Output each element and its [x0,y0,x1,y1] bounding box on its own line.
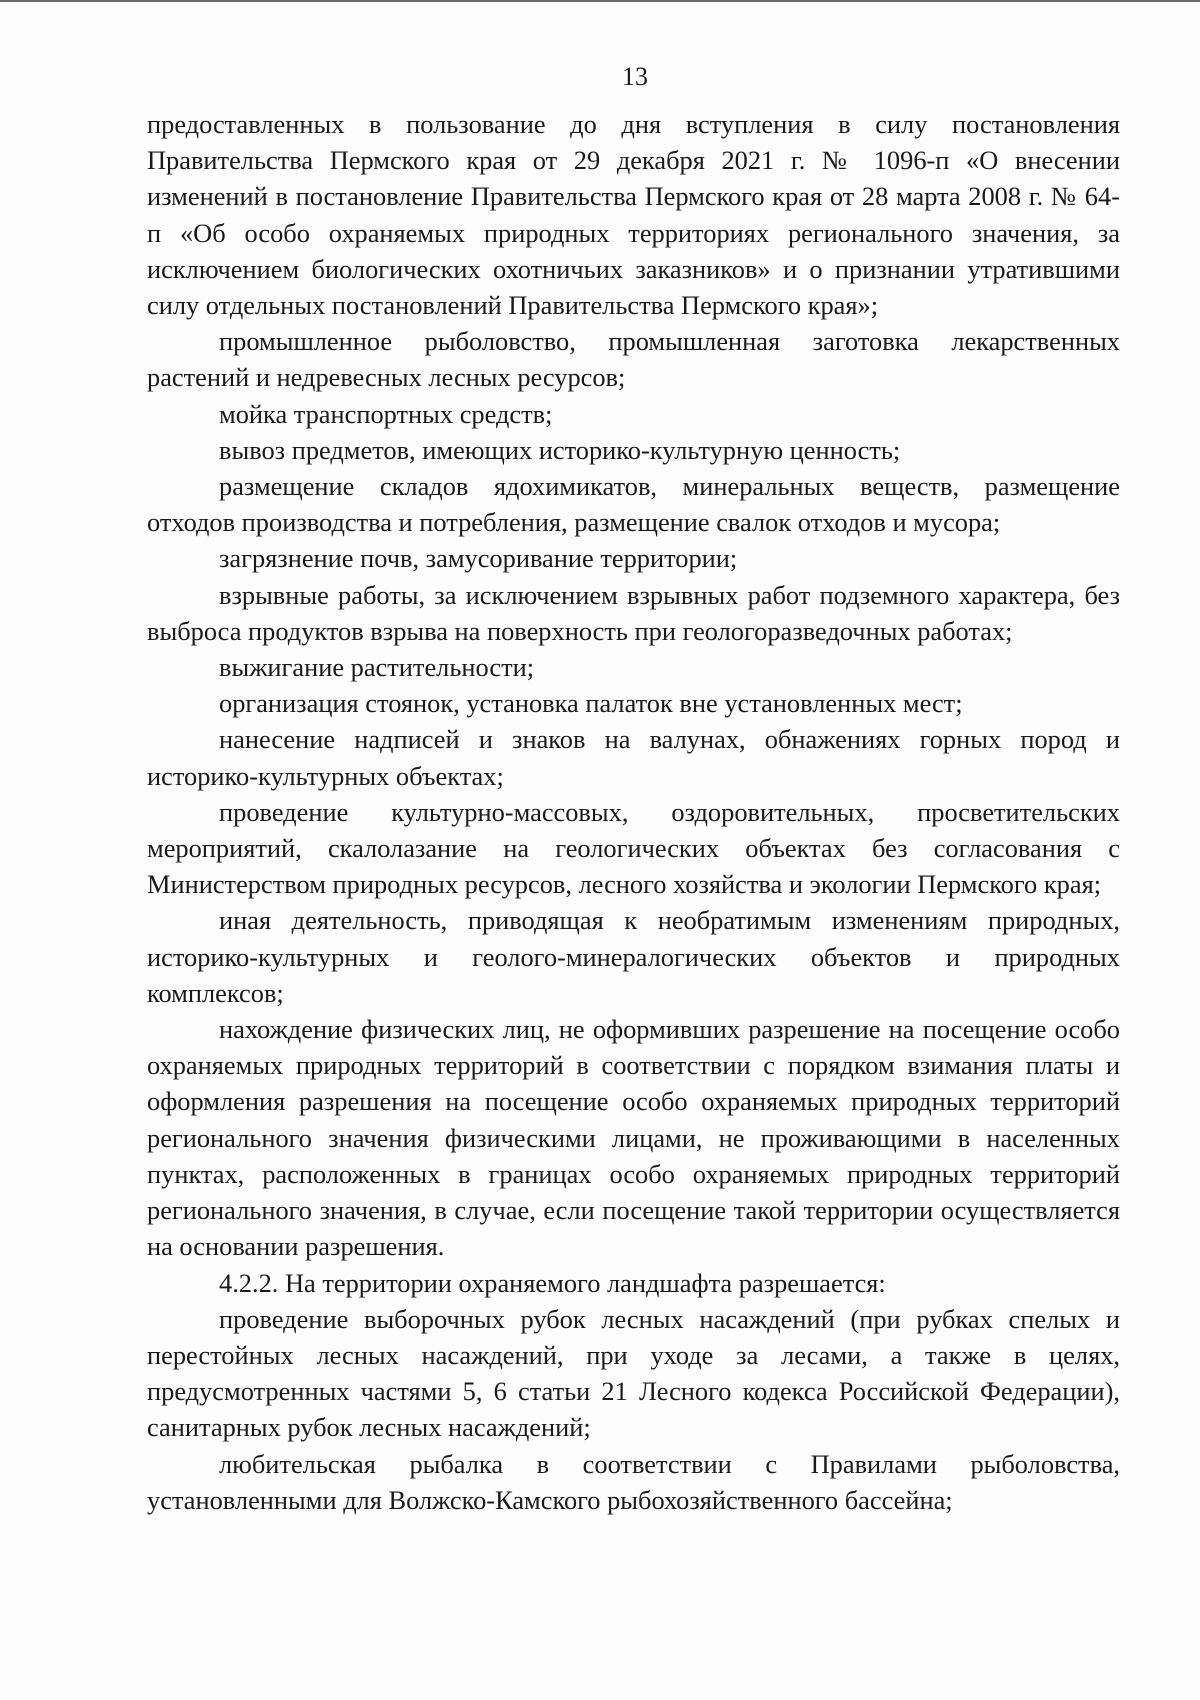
paragraph: мойка транспортных средств; [219,398,553,429]
paragraph: проведение культурно-массовых, оздоровительных, просветительских мероприятий, скалолазание на геологических объектах без согласования с Министерством природных ресурсов, лесного хозяйства и экологии Пермского края; [147,796,1120,900]
paragraph: размещение складов ядохимикатов, минеральных веществ, размещение отходов производства и потребления, размещение свалок отходов и мусора; [147,471,1120,538]
paragraph: иная деятельность, приводящая к необратимым изменениям природных, историко-культурных и геолого-минералогических объектов и природных комплексов; [147,905,1120,1008]
paragraph-continuation: предоставленных в пользование до дня вступления в силу постановления Правительства Пермского края от 29 декабря 2021 г. № 1096-п «О внесении изменений в постановление Правительства Пермского края от 28 марта 2008 г. № 64-п «Об особо охраняемых природных территориях регионального значения, за исключением биологических охотничьих заказников» и о признании утратившими силу отдельных постановлений Правительства Пермского края»; [147,109,1120,321]
paragraph: нанесение надписей и знаков на валунах, обнажениях горных пород и историко-культурных объектах; [147,724,1120,791]
paragraph: проведение выборочных рубок лесных насаждений (при рубках спелых и перестойных лесных насаждений, при уходе за лесами, а также в целях, предусмотренных частями 5, 6 статьи 21 Лесного кодекса Российской Федерации), санитарных рубок лесных насаждений; [147,1303,1120,1443]
document-body [147,106,1120,1518]
paragraph: загрязнение почв, замусоривание территории; [219,543,738,574]
paragraph: организация стоянок, установка палаток вне установленных мест; [219,688,963,719]
page-number: 13 [622,62,648,91]
paragraph: нахождение физических лиц, не оформивших разрешение на посещение особо охраняемых природных территорий в соответствии с порядком взимания платы и оформления разрешения на посещение особо охраняемых природных территорий регионального значения физическими лицами, не проживающими в населенных пунктах, расположенных в границах особо охраняемых природных территорий регионального значения, в случае, если посещение такой территории осуществляется на основании разрешения. [147,1014,1120,1262]
paragraph: промышленное рыболовство, промышленная заготовка лекарственных растений и недревесных лесных ресурсов; [147,326,1120,393]
scan-top-edge [0,0,1200,2]
section-heading: 4.2.2. На территории охраняемого ландшафта разрешается: [219,1267,886,1298]
paragraph: вывоз предметов, имеющих историко-культурную ценность; [219,434,901,465]
paragraph: любительская рыбалка в соответствии с Правилами рыболовства, установленными для Волжско-Камского рыбохозяйственного бассейна; [147,1448,1120,1515]
paragraph: взрывные работы, за исключением взрывных работ подземного характера, без выброса продуктов взрыва на поверхность при геологоразведочных работах; [147,579,1120,646]
paragraph: выжигание растительности; [219,652,535,683]
